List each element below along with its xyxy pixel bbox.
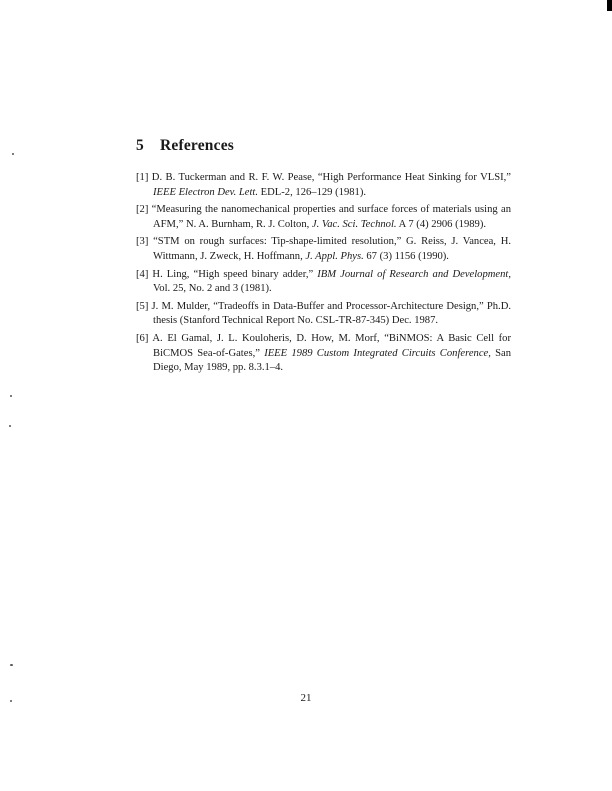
reference-item xyxy=(136,300,511,329)
section-number: 5 xyxy=(136,137,144,154)
reference-text xyxy=(152,269,511,295)
reference-text-run: “Measuring the nanomechanical properties and surface forces of materials using an AFM,” N. A. Burnham, R. J. Colton, xyxy=(151,204,512,230)
reference-text-run: H. Ling, “High speed binary adder,” xyxy=(152,268,318,280)
reference-item xyxy=(136,332,511,376)
reference-label: [1] xyxy=(136,172,149,183)
scan-speck xyxy=(12,153,14,155)
reference-label: [4] xyxy=(136,268,149,280)
reference-journal: IEEE Electron Dev. Lett. xyxy=(153,186,259,198)
scan-edge-mark xyxy=(607,0,612,11)
page-number: 21 xyxy=(300,692,312,704)
reference-journal: IEEE 1989 Custom Integrated Circuits Conference xyxy=(264,347,489,359)
reference-text-run: “STM on rough surfaces: Tip-shape-limited resolution,” G. Reiss, J. Vancea, H. Wittmann, J. Zweck, H. Hoffmann, xyxy=(153,236,511,262)
reference-list xyxy=(136,171,511,379)
reference-label: [3] xyxy=(136,236,149,248)
reference-text-run: EDL-2, 126–129 (1981). xyxy=(258,186,367,198)
reference-label: [5] xyxy=(136,300,149,312)
reference-item xyxy=(136,235,511,264)
reference-text-run: 67 (3) 1156 (1990). xyxy=(363,250,449,262)
scan-speck xyxy=(10,395,12,397)
reference-text-run: A. El Gamal, J. L. Kouloheris, D. How, M. Morf, “BiNMOS: A Basic Cell for BiCMOS Sea-of-Gates,” xyxy=(152,332,511,359)
section-heading xyxy=(136,137,234,155)
reference-text-run: A 7 (4) 2906 (1989). xyxy=(396,218,487,230)
reference-journal: IBM Journal of Research and Development xyxy=(317,268,509,280)
reference-text-run: J. M. Mulder, “Tradeoffs in Data-Buffer and Processor-Architecture Design,” Ph.D. thesis (Stanford Technical Report No. CSL-TR-87-345) Dec. 1987. xyxy=(151,300,512,327)
reference-item xyxy=(136,203,511,232)
scan-speck xyxy=(9,425,11,427)
reference-item xyxy=(136,268,511,297)
reference-text xyxy=(153,236,511,262)
section-title: References xyxy=(160,137,235,154)
reference-text-run: , San Diego, May 1989, pp. 8.3.1–4. xyxy=(153,347,512,374)
reference-label: [6] xyxy=(136,332,149,344)
reference-journal: J. Vac. Sci. Technol. xyxy=(311,218,397,230)
reference-text-run: D. B. Tuckerman and R. F. W. Pease, “High Performance Heat Sinking for VLSI,” xyxy=(151,172,511,183)
reference-text xyxy=(152,301,511,327)
reference-journal: J. Appl. Phys. xyxy=(305,250,364,262)
reference-text xyxy=(152,333,511,373)
reference-text xyxy=(152,172,511,198)
reference-item xyxy=(136,171,511,200)
reference-label: [2] xyxy=(136,204,149,216)
reference-text xyxy=(152,204,511,230)
scan-speck xyxy=(10,664,13,666)
reference-text-run: , Vol. 25, No. 2 and 3 (1981). xyxy=(153,268,512,295)
